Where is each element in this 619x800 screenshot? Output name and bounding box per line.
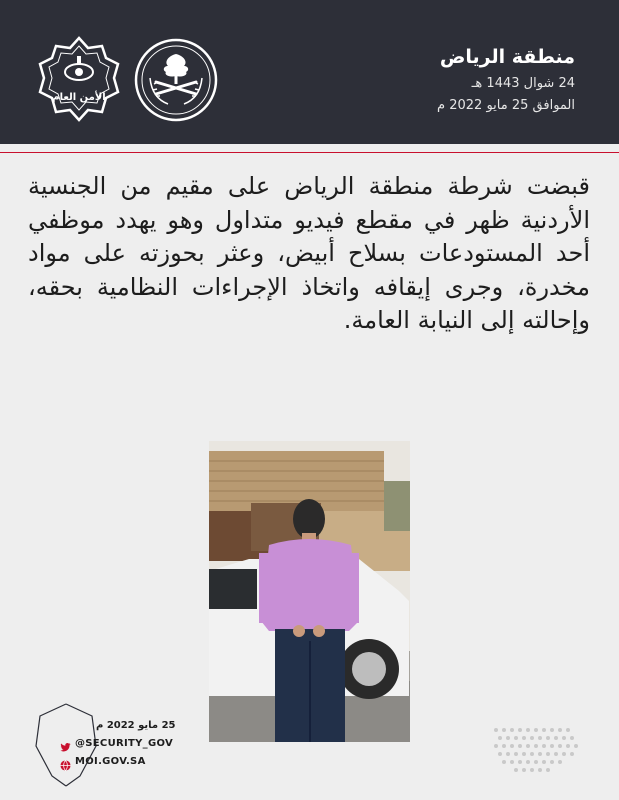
hijri-date: 24 شوال 1443 هـ [471,76,575,91]
twitter-handle: @SECURITY_GOV [75,738,174,749]
suspect-photo [209,441,410,742]
website-url: MOI.GOV.SA [75,756,146,767]
decorative-dot-pattern [490,724,586,774]
gregorian-date: الموافق 25 مايو 2022 م [437,98,575,113]
public-security-logo-text: الأمن العام [52,92,106,103]
website-link[interactable] [60,756,146,767]
twitter-link[interactable] [60,738,173,749]
footer-date: 25 مايو 2022 م [96,720,176,731]
globe-icon [60,756,71,767]
announcement-text: قبضت شرطة منطقة الرياض على مقيم من الجنسية الأردنية ظهر في مقطع فيديو متداول وهو يهدد موظفي أحد المستودعات بسلاح أبيض، وعثر بحوزته على مواد مخدرة، وجرى إيقافه واتخاذ الإجراءات النظامية بحقه، وإحالته إلى النيابة العامة. [28,172,590,334]
saudi-emblem-icon [134,38,218,122]
accent-divider [0,152,619,153]
region-title: منطقة الرياض [439,46,575,68]
public-security-logo [36,34,122,124]
header [0,0,619,144]
twitter-icon [60,738,71,749]
